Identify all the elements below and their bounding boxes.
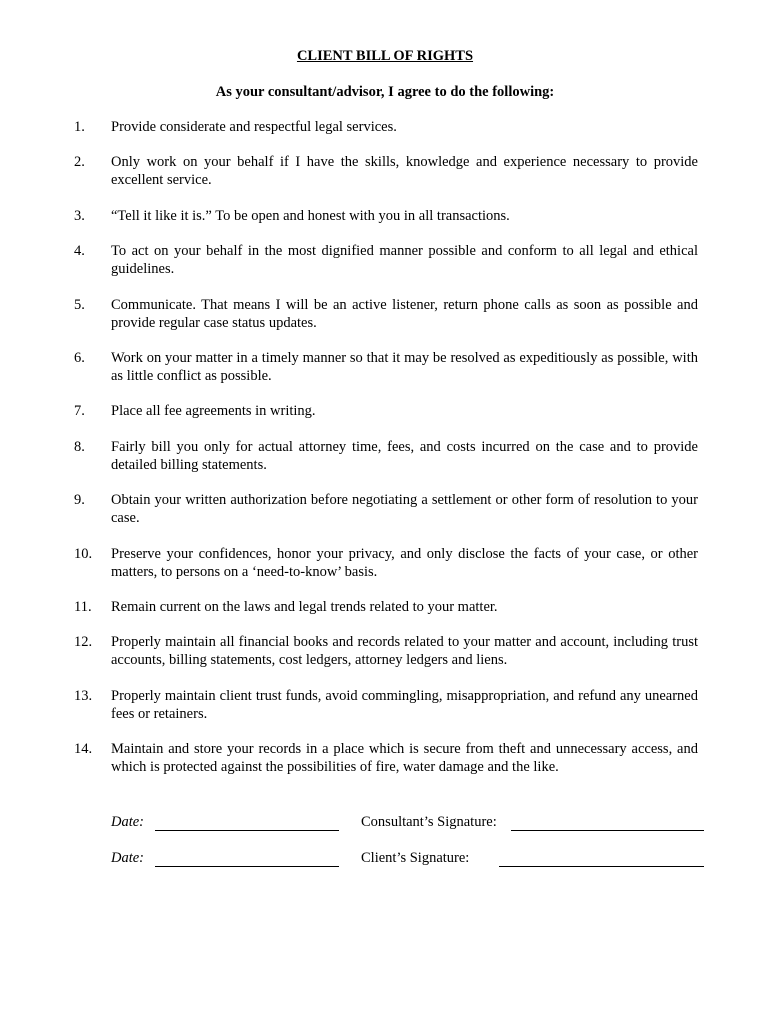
- list-item: [74, 687, 698, 723]
- list-item: [74, 153, 698, 189]
- list-item: [74, 207, 698, 225]
- item-text: Place all fee agreements in writing.: [111, 403, 316, 420]
- date-label: Date:: [111, 850, 145, 866]
- list-item: [74, 296, 698, 332]
- client-signature-label: Client’s Signature:: [361, 850, 470, 866]
- item-number: 7.: [74, 403, 85, 420]
- list-item: [74, 349, 698, 385]
- item-text: Work on your matter in a timely manner so that it may be resolved as expeditiously as possible, with as little conflict as possible.: [111, 349, 698, 384]
- list-item: [74, 438, 698, 474]
- item-text: Communicate. That means I will be an active listener, return phone calls as soon as possible and provide regular case status updates.: [111, 296, 698, 331]
- item-text: Properly maintain client trust funds, avoid commingling, misappropriation, and refund any unearned fees or retainers.: [111, 687, 698, 722]
- item-text: Remain current on the laws and legal trends related to your matter.: [111, 598, 498, 615]
- client-signature-line[interactable]: [499, 866, 704, 867]
- consultant-signature-label: Consultant’s Signature:: [361, 814, 497, 830]
- item-number: 5.: [74, 296, 85, 313]
- item-text: Obtain your written authorization before negotiating a settlement or other form of resolution to your case.: [111, 492, 698, 527]
- item-number: 4.: [74, 243, 85, 260]
- list-item: [74, 598, 698, 616]
- item-number: 13.: [74, 687, 93, 704]
- item-number: 12.: [74, 634, 93, 651]
- rights-list: [74, 118, 698, 793]
- item-text: Properly maintain all financial books and records related to your matter and account, including trust accounts, billing statements, cost ledgers, attorney ledgers and liens.: [111, 634, 698, 669]
- item-number: 8.: [74, 438, 85, 455]
- client-signature-row: [111, 850, 711, 870]
- item-text: Maintain and store your records in a place which is secure from theft and unnecessary access, and which is protected against the possibilities of fire, water damage and the like.: [111, 741, 698, 776]
- date-field-line[interactable]: [155, 866, 339, 867]
- item-number: 3.: [74, 207, 85, 224]
- list-item: [74, 402, 698, 420]
- document-subtitle: As your consultant/advisor, I agree to do the following:: [215, 84, 555, 100]
- item-number: 10.: [74, 545, 93, 562]
- item-text: To act on your behalf in the most dignified manner possible and conform to all legal and ethical guidelines.: [111, 243, 698, 278]
- item-text: Fairly bill you only for actual attorney time, fees, and costs incurred on the case and to provide detailed billing statements.: [111, 438, 698, 473]
- list-item: [74, 545, 698, 581]
- item-text: Preserve your confidences, honor your privacy, and only disclose the facts of your case, or other matters, to persons on a ‘need-to-know’ basis.: [111, 545, 698, 580]
- list-item: [74, 740, 698, 776]
- item-number: 14.: [74, 741, 93, 758]
- item-number: 1.: [74, 119, 85, 135]
- list-item: [74, 242, 698, 278]
- date-label: Date:: [111, 814, 145, 830]
- list-item: [74, 491, 698, 527]
- item-text: “Tell it like it is.” To be open and honest with you in all transactions.: [111, 207, 510, 224]
- item-text: Only work on your behalf if I have the skills, knowledge and experience necessary to provide excellent service.: [111, 154, 698, 189]
- list-item: [74, 118, 698, 136]
- document-title: CLIENT BILL OF RIGHTS: [296, 48, 474, 64]
- item-number: 9.: [74, 492, 85, 509]
- date-field-line[interactable]: [155, 830, 339, 831]
- list-item: [74, 633, 698, 669]
- item-number: 11.: [74, 598, 92, 615]
- item-number: 2.: [74, 154, 85, 171]
- item-number: 6.: [74, 349, 85, 366]
- consultant-signature-row: [111, 814, 711, 834]
- item-text: Provide considerate and respectful legal services.: [111, 119, 397, 135]
- consultant-signature-line[interactable]: [511, 830, 704, 831]
